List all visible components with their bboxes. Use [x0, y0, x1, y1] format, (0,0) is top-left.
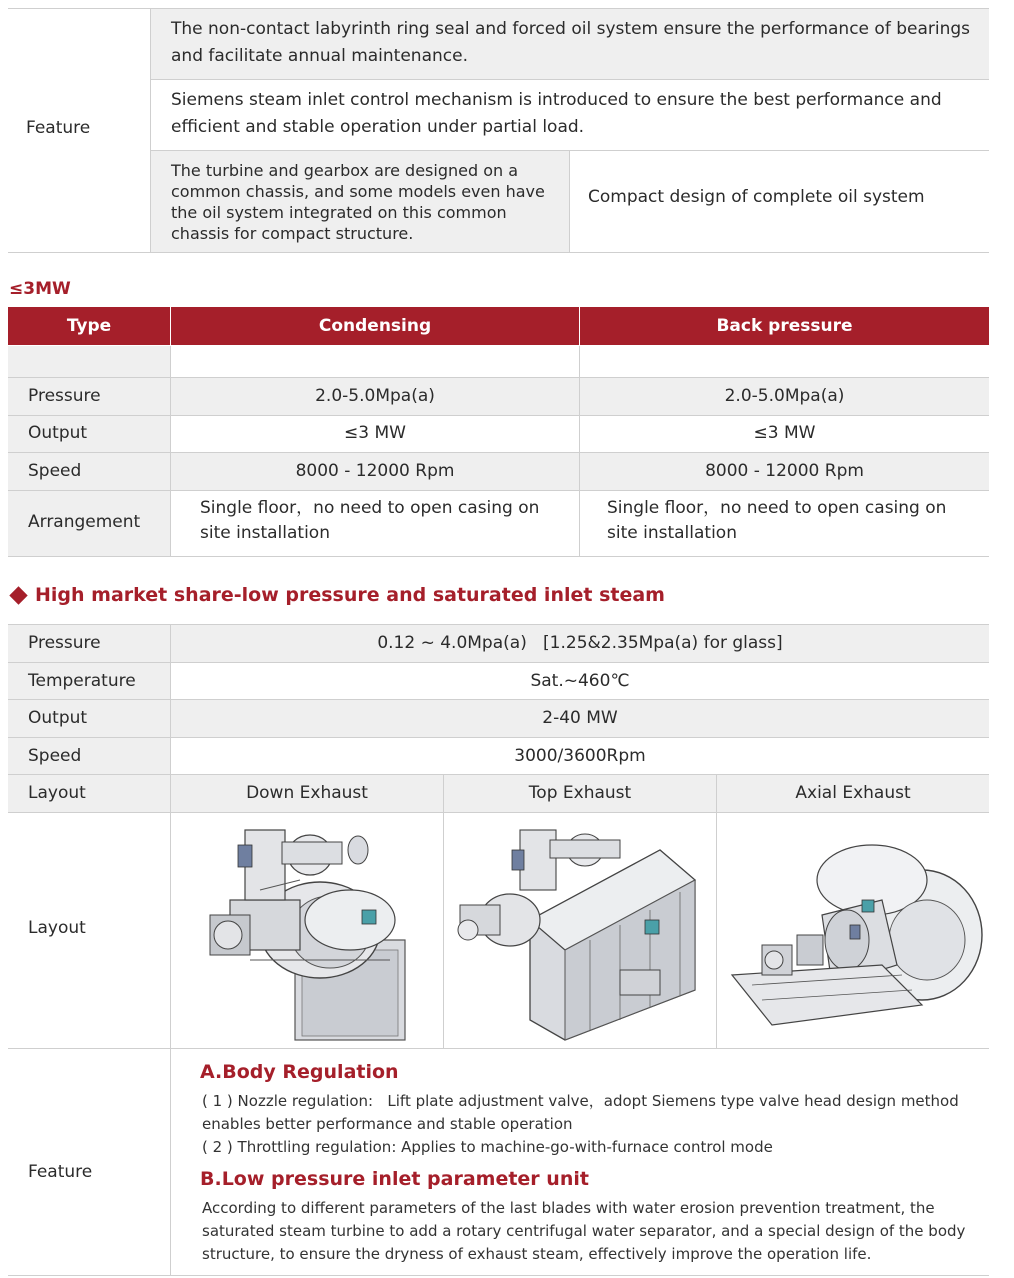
- feature-a-title: A.Body Regulation: [200, 1061, 399, 1083]
- lp-speed-value: 3000/3600Rpm: [514, 746, 646, 766]
- axial-exhaust-turbine-illustration: [722, 825, 987, 1040]
- mw3-row-pressure-label: Pressure: [28, 386, 101, 406]
- lp-layout-label: Layout: [28, 783, 86, 803]
- lp-layout-image-label: Layout: [28, 918, 86, 938]
- mw3-header-back-pressure: Back pressure: [580, 307, 989, 345]
- feature-a-line1: ( 1 ) Nozzle regulation: Lift plate adjustment valve，adopt Siemens type valve head design method enables better performance and stable operation: [202, 1092, 964, 1133]
- mw3-output-back: ≤3 MW: [753, 423, 816, 443]
- mw3-row-output-label: Output: [28, 423, 88, 443]
- lp-row-pressure-label: Pressure: [28, 633, 101, 653]
- mw3-header-type: Type: [8, 307, 170, 345]
- lp-temperature-value: Sat.~460℃: [530, 671, 630, 691]
- mw3-arrangement-condensing: Single floor，no need to open casing on site installation: [200, 498, 540, 543]
- feature-text-oil-system: Compact design of complete oil system: [588, 187, 925, 207]
- lp-row-speed-label: Speed: [28, 746, 82, 766]
- mw3-pressure-back: 2.0-5.0Mpa(a): [724, 386, 845, 406]
- feature-text-seal: The non-contact labyrinth ring seal and forced oil system ensure the performance of bearings and facilitate annual maintenance.: [171, 19, 971, 66]
- mw3-output-condensing: ≤3 MW: [344, 423, 406, 443]
- lp-pressure-value: 0.12 ~ 4.0Mpa(a) [1.25&2.35Mpa(a) for glass]: [377, 633, 783, 653]
- feature-text-inlet-control: Siemens steam inlet control mechanism is introduced to ensure the best performance and efficient and stable operation under partial load.: [171, 90, 942, 137]
- mw3-header-condensing: Condensing: [171, 307, 579, 345]
- mw3-pressure-condensing: 2.0-5.0Mpa(a): [315, 386, 435, 406]
- mw3-speed-condensing: 8000 - 12000 Rpm: [295, 461, 455, 481]
- lowpressure-section-title: High market share-low pressure and saturated inlet steam: [35, 584, 665, 606]
- feature-b-title: B.Low pressure inlet parameter unit: [200, 1168, 589, 1190]
- lp-layout-down-exhaust: Down Exhaust: [246, 783, 368, 803]
- mw3-speed-back: 8000 - 12000 Rpm: [705, 461, 864, 481]
- feature-b-text: According to different parameters of the last blades with water erosion prevention treatment, the saturated steam turbine to add a rotary centrifugal water separator, and a special design of the body structure, to ensure the dryness of exhaust steam, effectively improve the operation life.: [202, 1199, 966, 1263]
- top-exhaust-turbine-illustration: [450, 820, 710, 1045]
- lp-layout-top-exhaust: Top Exhaust: [528, 783, 632, 803]
- down-exhaust-turbine-illustration: [190, 820, 430, 1045]
- lp-layout-axial-exhaust: Axial Exhaust: [795, 783, 911, 803]
- mw3-row-speed-label: Speed: [28, 461, 82, 481]
- feature-a-line2: ( 2 ) Throttling regulation: Applies to machine-go-with-furnace control mode: [202, 1138, 773, 1156]
- lp-feature-label: Feature: [28, 1162, 93, 1182]
- section-diamond-icon: [9, 586, 27, 604]
- lp-row-output-label: Output: [28, 708, 88, 728]
- mw3-arrangement-back: Single floor，no need to open casing on site installation: [607, 498, 947, 543]
- lp-output-value: 2-40 MW: [542, 708, 618, 728]
- feature-text-chassis: The turbine and gearbox are designed on a common chassis, and some models even have the oil system integrated on this common chassis for compact structure.: [171, 161, 545, 243]
- mw3-row-arrangement-label: Arrangement: [28, 512, 141, 532]
- feature-label: Feature: [26, 118, 91, 138]
- mw3-section-title: ≤3MW: [9, 279, 71, 299]
- lp-row-temperature-label: Temperature: [28, 671, 136, 691]
